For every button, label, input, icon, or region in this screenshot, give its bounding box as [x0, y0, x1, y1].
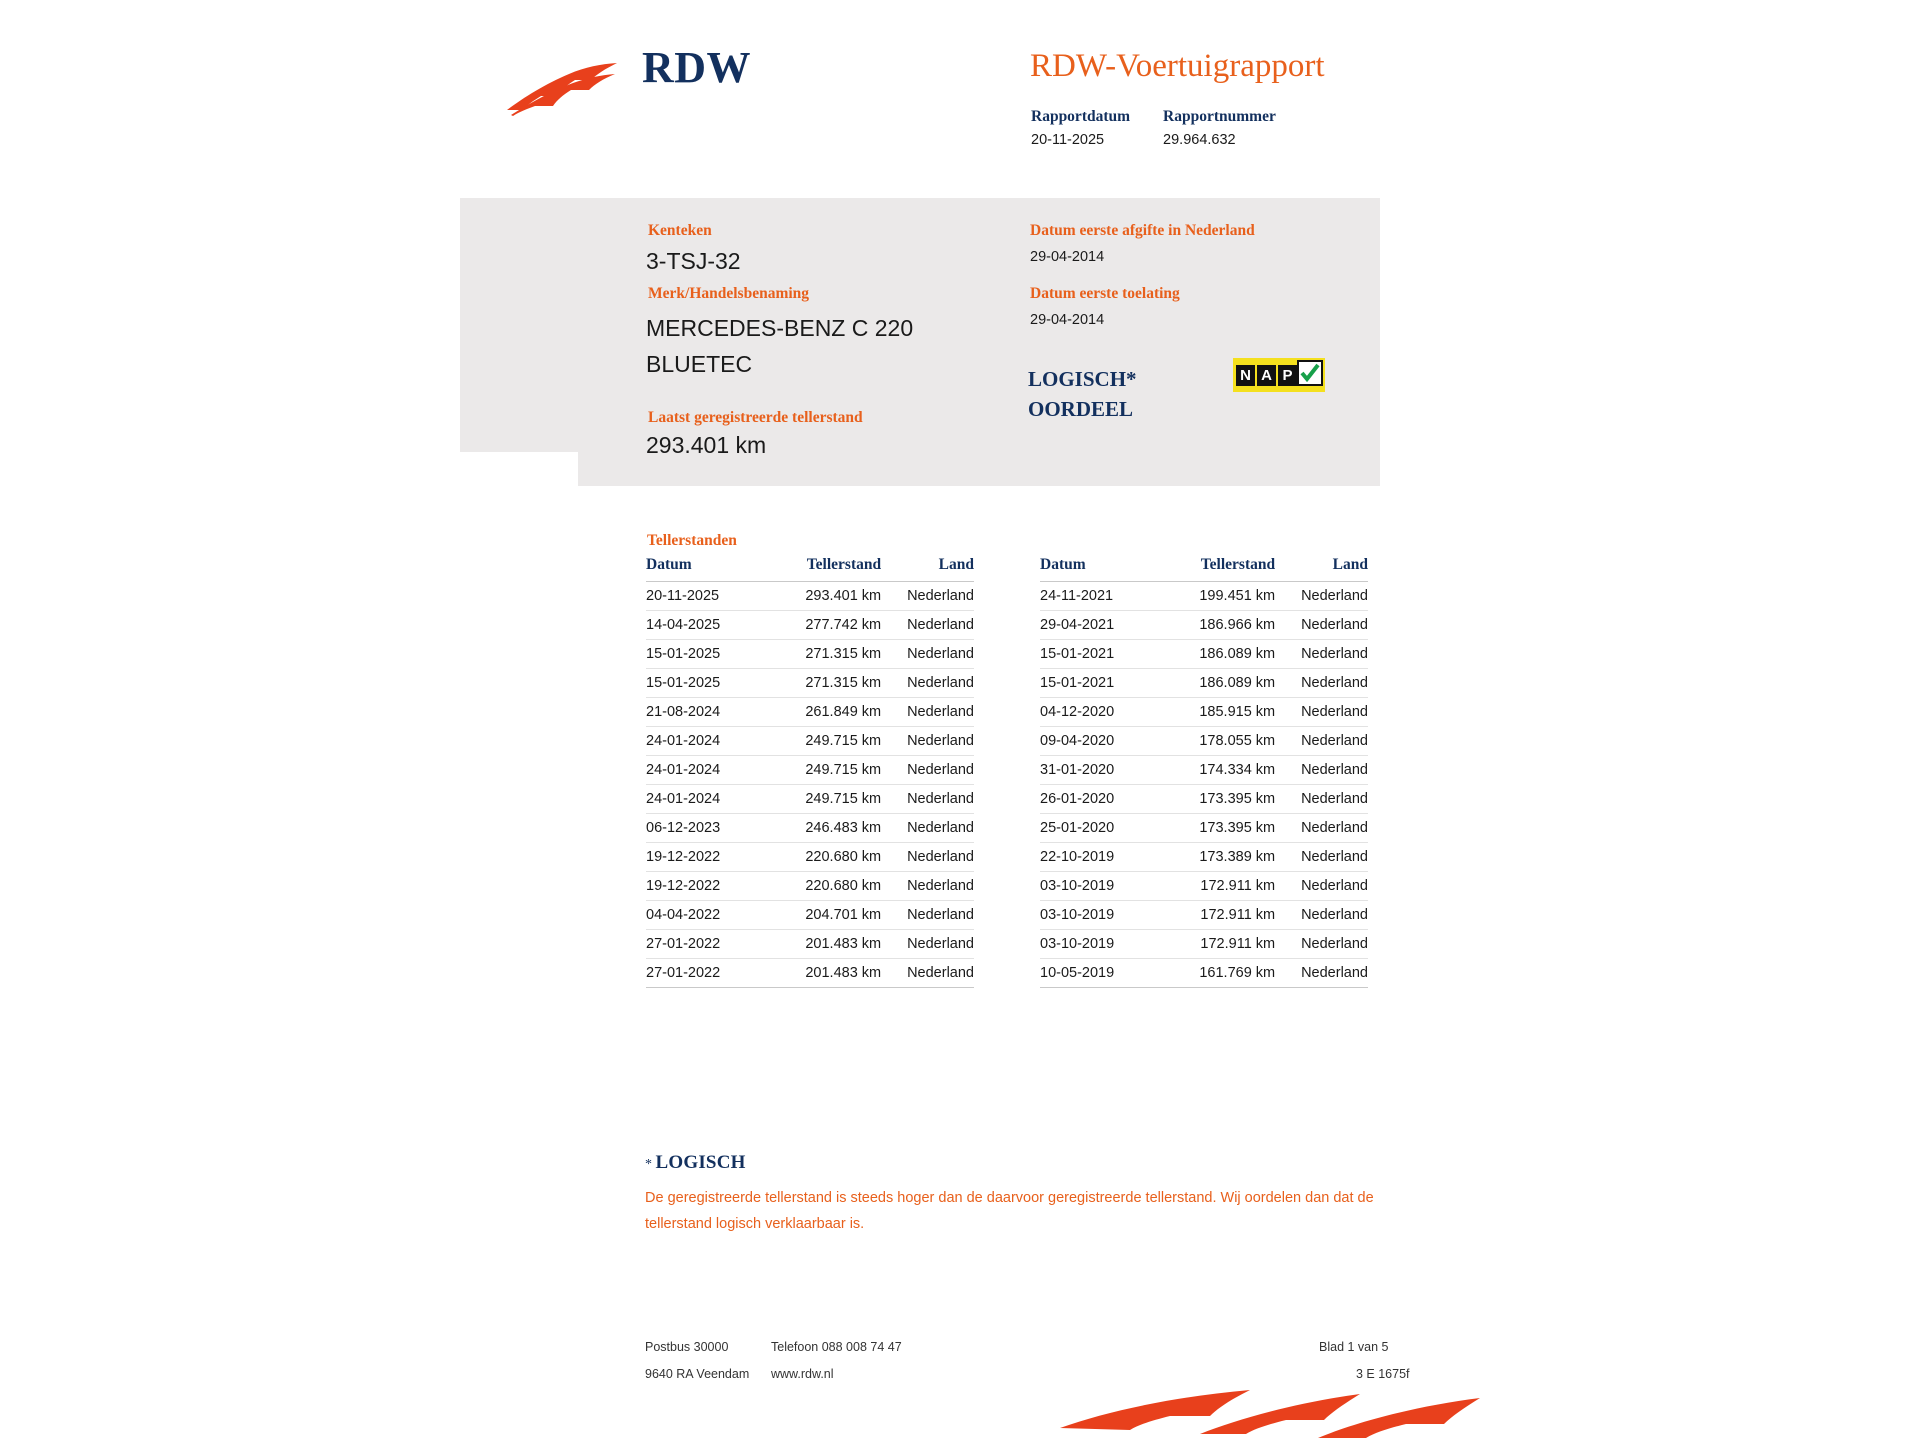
table-row	[646, 640, 974, 669]
cell-tellerstand: 173.395 km	[1167, 785, 1281, 814]
cell-land: Nederland	[1281, 901, 1368, 930]
cell-tellerstand: 172.911 km	[1167, 930, 1281, 959]
table-row	[646, 814, 974, 843]
cell-land: Nederland	[887, 785, 974, 814]
footer-plaats: 9640 RA Veendam	[645, 1367, 750, 1381]
rapportnummer-label: Rapportnummer	[1163, 108, 1276, 125]
cell-land: Nederland	[1281, 640, 1368, 669]
rdw-footer-graphic-icon	[1050, 1386, 1490, 1442]
table-row	[646, 901, 974, 930]
nap-letter-n: N	[1236, 365, 1255, 386]
col-tellerstand: Tellerstand	[773, 556, 887, 582]
col-tellerstand: Tellerstand	[1167, 556, 1281, 582]
cell-datum: 20-11-2025	[646, 582, 773, 611]
footnote-title	[645, 1152, 746, 1174]
rapportdatum-label: Rapportdatum	[1031, 108, 1131, 125]
cell-tellerstand: 161.769 km	[1167, 959, 1281, 988]
table-row	[646, 582, 974, 611]
table-row	[646, 611, 974, 640]
cell-datum: 27-01-2022	[646, 959, 773, 988]
cell-tellerstand: 178.055 km	[1167, 727, 1281, 756]
cell-datum: 29-04-2021	[1040, 611, 1167, 640]
cell-land: Nederland	[1281, 611, 1368, 640]
cell-datum: 24-11-2021	[1040, 582, 1167, 611]
report-title: RDW-Voertuigrapport	[1030, 48, 1325, 84]
merk-label: Merk/Handelsbenaming	[648, 285, 810, 302]
merk-value: MERCEDES-BENZ C 220 BLUETEC	[646, 315, 914, 377]
table-row	[1040, 959, 1368, 988]
cell-land: Nederland	[1281, 582, 1368, 611]
laatste-tellerstand-value: 293.401 km	[646, 432, 767, 458]
table-row	[646, 698, 974, 727]
col-land: Land	[1281, 556, 1368, 582]
rapportdatum-value: 20-11-2025	[1031, 132, 1105, 148]
cell-land: Nederland	[887, 901, 974, 930]
cell-datum: 09-04-2020	[1040, 727, 1167, 756]
cell-land: Nederland	[1281, 872, 1368, 901]
laatste-tellerstand-label: Laatst geregistreerde tellerstand	[648, 409, 863, 426]
kenteken-label: Kenteken	[648, 222, 712, 239]
rapportdatum-block	[1031, 108, 1159, 148]
table-row	[1040, 727, 1368, 756]
cell-land: Nederland	[887, 611, 974, 640]
cell-datum: 15-01-2021	[1040, 669, 1167, 698]
cell-datum: 15-01-2021	[1040, 640, 1167, 669]
cell-land: Nederland	[1281, 930, 1368, 959]
cell-land: Nederland	[887, 727, 974, 756]
cell-land: Nederland	[887, 814, 974, 843]
table-row	[646, 843, 974, 872]
cell-land: Nederland	[887, 640, 974, 669]
cell-datum: 25-01-2020	[1040, 814, 1167, 843]
cell-tellerstand: 186.089 km	[1167, 669, 1281, 698]
cell-datum: 24-01-2024	[646, 785, 773, 814]
eerste-toelating-value: 29-04-2014	[1030, 312, 1105, 328]
cell-tellerstand: 277.742 km	[773, 611, 887, 640]
brand-title: RDW	[642, 43, 752, 92]
table-row	[1040, 901, 1368, 930]
cell-land: Nederland	[1281, 785, 1368, 814]
cell-datum: 24-01-2024	[646, 756, 773, 785]
document-header	[460, 28, 1480, 148]
cell-tellerstand: 204.701 km	[773, 901, 887, 930]
cell-datum: 03-10-2019	[1040, 872, 1167, 901]
table-row	[1040, 698, 1368, 727]
rdw-logo-icon	[505, 58, 625, 120]
cell-tellerstand: 201.483 km	[773, 959, 887, 988]
cell-datum: 22-10-2019	[1040, 843, 1167, 872]
check-mark-icon	[1297, 360, 1323, 386]
cell-land: Nederland	[887, 872, 974, 901]
footer-blad: Blad 1 van 5	[1319, 1340, 1389, 1354]
cell-datum: 27-01-2022	[646, 930, 773, 959]
cell-datum: 21-08-2024	[646, 698, 773, 727]
footer-code: 3 E 1675f	[1356, 1367, 1410, 1381]
cell-land: Nederland	[887, 669, 974, 698]
table-row	[646, 669, 974, 698]
cell-land: Nederland	[887, 959, 974, 988]
cell-tellerstand: 220.680 km	[773, 872, 887, 901]
oordeel-value: LOGISCH* OORDEEL	[1028, 367, 1137, 421]
table-row	[1040, 930, 1368, 959]
cell-land: Nederland	[887, 582, 974, 611]
cell-datum: 10-05-2019	[1040, 959, 1167, 988]
rapportnummer-value: 29.964.632	[1163, 132, 1236, 148]
eerste-afgifte-label: Datum eerste afgifte in Nederland	[1030, 222, 1255, 239]
footer-postbus: Postbus 30000	[645, 1340, 729, 1354]
cell-tellerstand: 172.911 km	[1167, 872, 1281, 901]
table-row	[1040, 640, 1368, 669]
table-row	[646, 785, 974, 814]
cell-land: Nederland	[887, 756, 974, 785]
col-datum: Datum	[1040, 556, 1167, 582]
cell-tellerstand: 261.849 km	[773, 698, 887, 727]
table-row	[1040, 843, 1368, 872]
cell-land: Nederland	[1281, 727, 1368, 756]
col-datum: Datum	[646, 556, 773, 582]
eerste-afgifte-value: 29-04-2014	[1030, 249, 1105, 265]
cell-tellerstand: 186.966 km	[1167, 611, 1281, 640]
cell-datum: 03-10-2019	[1040, 901, 1167, 930]
report-meta	[1031, 108, 1276, 148]
cell-land: Nederland	[1281, 843, 1368, 872]
eerste-toelating-label: Datum eerste toelating	[1030, 285, 1180, 302]
nap-badge	[1233, 358, 1325, 392]
cell-datum: 15-01-2025	[646, 669, 773, 698]
cell-datum: 06-12-2023	[646, 814, 773, 843]
cell-datum: 24-01-2024	[646, 727, 773, 756]
cell-tellerstand: 220.680 km	[773, 843, 887, 872]
cell-datum: 04-04-2022	[646, 901, 773, 930]
tellerstanden-table-left	[646, 556, 974, 988]
cell-tellerstand: 249.715 km	[773, 785, 887, 814]
table-row	[1040, 611, 1368, 640]
tellerstanden-table-right	[1040, 556, 1368, 988]
tellerstanden-title: Tellerstanden	[647, 532, 737, 549]
footer-telefoon: Telefoon 088 008 74 47	[771, 1340, 902, 1354]
cell-tellerstand: 173.389 km	[1167, 843, 1281, 872]
cell-datum: 19-12-2022	[646, 843, 773, 872]
rapportnummer-block	[1163, 108, 1276, 148]
table-row	[646, 930, 974, 959]
footnote-heading: LOGISCH	[655, 1152, 746, 1173]
footnote-marker: *	[645, 1157, 652, 1172]
cell-datum: 15-01-2025	[646, 640, 773, 669]
table-row	[646, 959, 974, 988]
cell-land: Nederland	[1281, 669, 1368, 698]
cell-tellerstand: 249.715 km	[773, 727, 887, 756]
table-row	[646, 872, 974, 901]
cell-datum: 26-01-2020	[1040, 785, 1167, 814]
cell-datum: 31-01-2020	[1040, 756, 1167, 785]
cell-land: Nederland	[1281, 698, 1368, 727]
cell-tellerstand: 201.483 km	[773, 930, 887, 959]
cell-land: Nederland	[1281, 756, 1368, 785]
panel-notch	[460, 452, 578, 488]
cell-datum: 04-12-2020	[1040, 698, 1167, 727]
cell-datum: 14-04-2025	[646, 611, 773, 640]
table-header-row	[646, 556, 974, 582]
footer-website[interactable]: www.rdw.nl	[771, 1367, 834, 1381]
col-land: Land	[887, 556, 974, 582]
table-header-row	[1040, 556, 1368, 582]
cell-tellerstand: 293.401 km	[773, 582, 887, 611]
table-row	[1040, 756, 1368, 785]
cell-datum: 19-12-2022	[646, 872, 773, 901]
table-row	[1040, 582, 1368, 611]
kenteken-value: 3-TSJ-32	[646, 248, 741, 274]
table-row	[1040, 785, 1368, 814]
cell-tellerstand: 271.315 km	[773, 640, 887, 669]
cell-tellerstand: 186.089 km	[1167, 640, 1281, 669]
cell-tellerstand: 246.483 km	[773, 814, 887, 843]
table-row	[646, 756, 974, 785]
cell-tellerstand: 271.315 km	[773, 669, 887, 698]
footnote-body: De geregistreerde tellerstand is steeds hoger dan de daarvoor geregistreerde tellerstand. Wij oordelen dan dat de tellerstand logisch verklaarbaar is.	[645, 1190, 1374, 1232]
cell-land: Nederland	[1281, 959, 1368, 988]
cell-tellerstand: 199.451 km	[1167, 582, 1281, 611]
nap-letter-a: A	[1257, 365, 1276, 386]
cell-land: Nederland	[1281, 814, 1368, 843]
cell-tellerstand: 174.334 km	[1167, 756, 1281, 785]
cell-tellerstand: 173.395 km	[1167, 814, 1281, 843]
cell-tellerstand: 172.911 km	[1167, 901, 1281, 930]
cell-land: Nederland	[887, 698, 974, 727]
cell-land: Nederland	[887, 930, 974, 959]
table-row	[1040, 814, 1368, 843]
nap-letter-p: P	[1278, 365, 1297, 386]
cell-land: Nederland	[887, 843, 974, 872]
cell-tellerstand: 185.915 km	[1167, 698, 1281, 727]
table-row	[646, 727, 974, 756]
cell-datum: 03-10-2019	[1040, 930, 1167, 959]
table-row	[1040, 872, 1368, 901]
table-row	[1040, 669, 1368, 698]
cell-tellerstand: 249.715 km	[773, 756, 887, 785]
